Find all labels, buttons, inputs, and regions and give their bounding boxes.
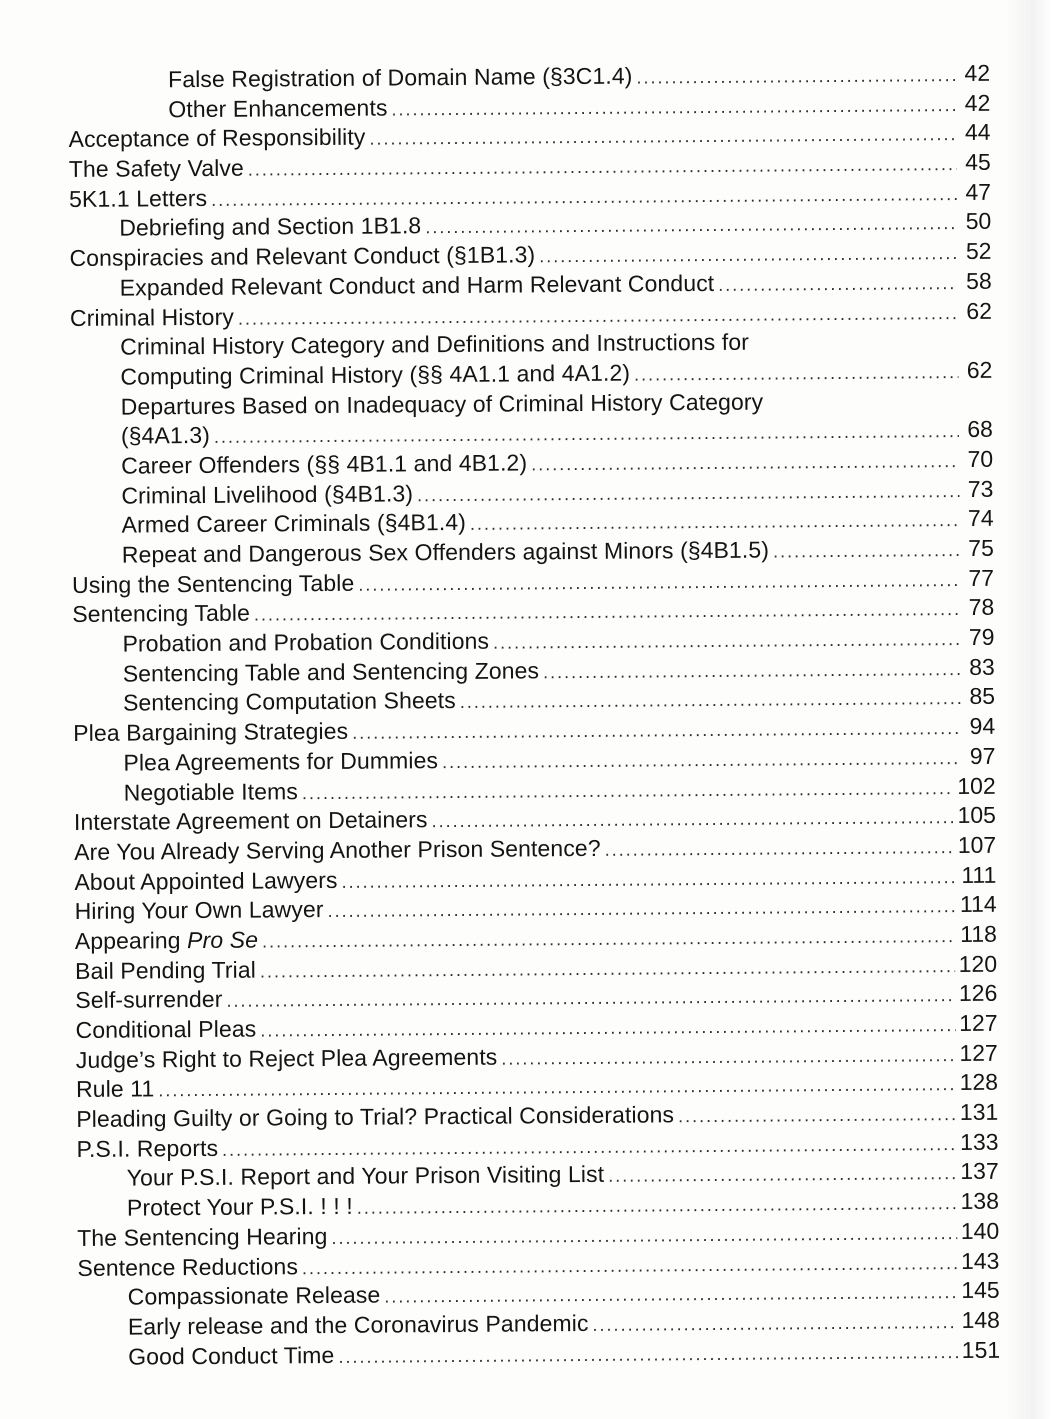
toc-entry-title — [73, 717, 348, 749]
toc-entry-page-number: 70 — [967, 445, 994, 472]
toc-entry-title — [121, 387, 764, 422]
toc-entry-title-text: Sentencing Table — [72, 599, 251, 628]
toc-entry-title-text: Computing Criminal History (§§ 4A1.1 and 4A1.2) — [120, 359, 631, 390]
toc-entry-page-number: 148 — [961, 1306, 1000, 1333]
dot-leader — [442, 744, 962, 778]
toc-entry-title-text: Criminal History Category and Definitions and Instructions for — [120, 328, 750, 360]
toc-entry-title — [120, 328, 749, 363]
toc-entry-title — [74, 805, 428, 837]
toc-entry-title-text: Your P.S.I. Report and Your Prison Visiting List — [126, 1161, 605, 1192]
toc-entry-title — [75, 1015, 256, 1046]
toc-entry-title — [76, 1100, 674, 1134]
toc-entry — [72, 534, 994, 571]
dot-leader — [608, 1159, 956, 1191]
toc-entry-title-text: Using the Sentencing Table — [71, 569, 355, 598]
toc-entry-title-text: Compassionate Release — [127, 1281, 381, 1310]
toc-entry-page-number: 47 — [965, 178, 992, 205]
toc-entry-title-text: Sentencing Computation Sheets — [122, 687, 456, 717]
dot-leader — [753, 348, 958, 350]
toc-entry — [75, 890, 997, 927]
toc-entry — [69, 207, 991, 244]
toc-entry-title-text: Criminal History — [69, 303, 234, 331]
dot-leader — [718, 269, 958, 301]
toc-entry-page-number: 111 — [961, 861, 997, 888]
toc-entry-page-number: 85 — [969, 683, 996, 710]
toc-entry-page-number: 42 — [964, 89, 991, 116]
toc-entry-page-number: 138 — [960, 1187, 1000, 1215]
toc-entry-title-text: Bail Pending Trial — [75, 956, 256, 984]
dot-leader — [678, 1100, 956, 1132]
toc-entry-title — [74, 865, 337, 897]
toc-entry-page-number: 128 — [959, 1069, 999, 1096]
toc-entry-title — [128, 1341, 334, 1372]
toc-entry-title — [120, 269, 715, 303]
toc-entry-title-text: Negotiable Items — [123, 777, 299, 806]
toc-entry-title-text: The Sentencing Hearing — [77, 1222, 328, 1251]
toc-entry-title — [120, 358, 630, 392]
toc-entry-title — [121, 479, 413, 511]
dot-leader — [636, 61, 956, 93]
toc-entry — [76, 1127, 998, 1164]
toc-entry — [75, 949, 997, 986]
dot-leader — [493, 625, 961, 658]
toc-entry — [78, 1306, 1000, 1343]
dot-leader — [384, 1278, 957, 1312]
toc-entry-title — [127, 1192, 353, 1223]
toc-entry-title — [75, 925, 258, 956]
toc-entry — [70, 296, 992, 333]
toc-entry-title-text: False Registration of Domain Name (§3C1.4) — [168, 62, 633, 93]
toc-entry-page-number: 118 — [960, 920, 997, 947]
toc-entry-title-italic: Pro Se — [187, 926, 259, 954]
toc-entry-title-text: Armed Career Criminals (§4B1.4) — [121, 509, 467, 538]
toc-entry-page-number: 127 — [959, 1039, 998, 1066]
toc-entry — [73, 682, 995, 719]
dot-leader — [369, 120, 956, 154]
toc-entry-title — [76, 1075, 155, 1105]
toc-entry-title — [76, 1134, 218, 1165]
toc-entry — [77, 1246, 999, 1283]
toc-entry-title-text: Rule 11 — [75, 1075, 155, 1103]
toc-entry-title — [121, 448, 527, 481]
dot-leader — [470, 506, 960, 540]
dot-leader — [634, 358, 959, 390]
toc-entry-title — [69, 154, 244, 185]
toc-entry — [74, 801, 996, 838]
toc-entry-page-number: 102 — [957, 772, 996, 799]
toc-entry-title — [70, 302, 234, 333]
toc-entry-title-text: Conditional Pleas — [75, 1015, 257, 1043]
toc-entry-title — [72, 568, 354, 600]
toc-entry-title — [77, 1222, 327, 1254]
toc-entry-page-number: 78 — [968, 594, 995, 621]
toc-entry-title — [168, 93, 387, 124]
toc-entry-page-number: 50 — [965, 208, 992, 235]
toc-entry — [74, 771, 996, 808]
toc-entry — [78, 1276, 1000, 1313]
toc-entry — [70, 356, 992, 393]
toc-entry-title — [69, 184, 207, 215]
toc-entry-page-number: 133 — [959, 1128, 999, 1155]
toc-entry-title-text: Other Enhancements — [168, 94, 388, 122]
toc-entry-page-number: 62 — [966, 297, 993, 324]
toc-entry-page-number: 77 — [968, 564, 995, 591]
toc-entry-title-text: Plea Bargaining Strategies — [73, 717, 349, 747]
toc-entry-title-text: Hiring Your Own Lawyer — [74, 896, 324, 925]
toc-entry-title-text: Criminal Livelihood (§4B1.3) — [121, 479, 414, 509]
toc-entry-title — [128, 1281, 381, 1313]
toc-entry-title-text: P.S.I. Reports — [76, 1134, 219, 1162]
toc-entry-page-number: 145 — [961, 1276, 1000, 1304]
toc-entry — [72, 623, 994, 660]
toc-entry-page-number: 131 — [959, 1098, 999, 1126]
toc-entry — [69, 237, 991, 274]
toc-entry-page-number: 137 — [960, 1158, 999, 1185]
toc-entry — [71, 445, 993, 482]
toc-entry-title-text: About Appointed Lawyers — [74, 866, 338, 895]
toc-entry — [76, 1038, 998, 1075]
toc-entry-page-number: 107 — [957, 831, 997, 858]
toc-entry — [72, 593, 994, 630]
toc-entry-title-text: Judge’s Right to Reject Plea Agreements — [75, 1043, 498, 1073]
dot-leader — [605, 833, 954, 865]
toc-entry — [75, 979, 997, 1016]
toc-entry — [78, 1335, 1000, 1372]
toc-entry — [77, 1187, 999, 1224]
toc-entry — [72, 563, 994, 600]
toc-entry-title-text: Self-surrender — [75, 986, 223, 1014]
table-of-contents — [68, 59, 1000, 1372]
dot-leader — [417, 477, 959, 511]
toc-entry-title — [127, 1160, 605, 1193]
toc-entry — [77, 1217, 999, 1254]
toc-entry-title-text: Good Conduct Time — [128, 1341, 335, 1370]
toc-entry-title-text: Acceptance of Responsibility — [68, 124, 366, 153]
toc-entry-title-text: The Safety Valve — [68, 154, 244, 183]
toc-entry — [68, 118, 990, 155]
toc-entry-title — [75, 895, 324, 927]
toc-entry-title — [124, 777, 298, 808]
toc-entry-page-number: 58 — [966, 267, 992, 294]
toc-entry-title — [121, 508, 466, 540]
toc-entry-page-number: 120 — [958, 950, 998, 977]
dot-leader — [539, 239, 957, 272]
toc-entry-title — [72, 599, 250, 630]
dot-leader — [331, 1219, 957, 1254]
toc-entry-title-text: Interstate Agreement on Detainers — [73, 806, 428, 836]
toc-entry-title — [121, 421, 210, 451]
toc-entry-title — [168, 62, 633, 95]
toc-entry-page-number: 75 — [968, 534, 994, 561]
toc-entry — [68, 88, 990, 125]
toc-entry-page-number: 94 — [969, 712, 996, 740]
toc-entry-title-text: Pleading Guilty or Going to Trial? Practical Considerations — [76, 1101, 675, 1133]
toc-entry-page-number: 73 — [967, 475, 994, 502]
toc-entry-title-text: Early release and the Coronavirus Pandemic — [127, 1309, 589, 1340]
toc-entry-page-number: 151 — [961, 1336, 1001, 1363]
toc-entry-title — [69, 240, 535, 273]
toc-entry-title — [76, 1042, 498, 1075]
dot-leader — [460, 684, 961, 718]
toc-entry — [73, 742, 995, 779]
toc-entry — [68, 59, 990, 96]
toc-entry-title — [75, 985, 222, 1016]
toc-entry-title-text: Departures Based on Inadequacy of Criminal History Category — [120, 388, 764, 420]
toc-entry — [76, 1098, 998, 1135]
dot-leader — [431, 803, 953, 837]
dot-leader — [338, 1338, 958, 1373]
toc-entry — [75, 920, 997, 957]
dot-leader — [531, 447, 959, 480]
toc-entry-page-number: 44 — [964, 119, 991, 146]
dot-leader — [358, 566, 960, 600]
toc-entry-title-text: Appearing — [74, 927, 188, 954]
toc-entry-title — [122, 536, 769, 571]
toc-entry-title-text: Probation and Probation Conditions — [122, 627, 490, 657]
toc-entry-title — [128, 1309, 589, 1342]
dot-leader — [357, 1189, 957, 1223]
toc-entry-page-number: 126 — [958, 980, 998, 1007]
toc-entry — [71, 415, 993, 452]
toc-entry-title — [68, 123, 365, 155]
toc-entry-page-number: 52 — [965, 237, 992, 265]
toc-entry — [77, 1157, 999, 1194]
toc-entry-page-number: 62 — [966, 356, 993, 383]
dot-leader — [773, 536, 960, 567]
toc-entry-page-number: 105 — [957, 801, 997, 829]
toc-entry-title-text: Protect Your P.S.I. ! ! ! — [126, 1192, 353, 1221]
toc-entry-page-number: 97 — [969, 742, 996, 769]
dot-leader — [352, 714, 961, 748]
page-edge-shadow — [1006, 0, 1051, 1419]
toc-entry-title-text: Are You Already Serving Another Prison Sentence? — [74, 834, 601, 865]
toc-entry-title-text: Plea Agreements for Dummies — [123, 746, 439, 776]
dot-leader — [543, 655, 961, 688]
toc-entry-page-number: 42 — [964, 59, 991, 86]
toc-entry-title-text: Sentencing Table and Sentencing Zones — [122, 657, 540, 687]
toc-entry-title-text: Sentence Reductions — [77, 1252, 299, 1281]
toc-entry-page-number: 74 — [967, 505, 994, 532]
toc-entry-title — [122, 627, 489, 660]
toc-entry-page-number: 45 — [965, 148, 991, 176]
toc-entry — [73, 652, 995, 689]
toc-entry — [71, 504, 993, 541]
dot-leader — [391, 91, 956, 125]
toc-entry-title-text: 5K1.1 Letters — [68, 184, 208, 212]
dot-leader — [341, 863, 957, 898]
toc-entry-page-number: 83 — [969, 653, 995, 680]
toc-entry — [74, 831, 996, 868]
toc-entry-title-text: Career Offenders (§§ 4B1.1 and 4B1.2) — [121, 449, 528, 479]
toc-entry-page-number: 79 — [968, 623, 995, 651]
toc-entry-title — [123, 686, 456, 718]
toc-entry-title — [123, 656, 540, 689]
toc-entry-title — [123, 746, 438, 778]
toc-entry-page-number: 68 — [967, 415, 993, 443]
toc-entry-page-number: 114 — [959, 890, 997, 918]
toc-entry-title — [75, 955, 256, 986]
toc-entry-title — [77, 1252, 298, 1283]
toc-entry — [74, 860, 996, 897]
toc-entry-page-number: 143 — [960, 1247, 1000, 1274]
toc-entry-title-text: Conspiracies and Relevant Conduct (§1B1.3) — [69, 241, 536, 272]
toc-entry — [69, 148, 991, 185]
toc-entry-title-text: Repeat and Dangerous Sex Offenders against Minors (§4B1.5) — [121, 536, 770, 568]
dot-leader — [592, 1308, 957, 1341]
toc-entry-title-text: Expanded Relevant Conduct and Harm Relevant Conduct — [119, 269, 715, 301]
toc-entry-title-text: Debriefing and Section 1B1.8 — [119, 212, 422, 242]
toc-entry — [75, 1009, 997, 1046]
toc-entry — [73, 712, 995, 749]
toc-entry — [70, 267, 992, 304]
dot-leader — [425, 209, 957, 243]
toc-entry-title — [119, 212, 421, 244]
dot-leader — [767, 408, 958, 410]
toc-entry-page-number: 127 — [959, 1009, 998, 1037]
dot-leader — [501, 1041, 955, 1074]
toc-entry-page-number: 140 — [960, 1217, 1000, 1244]
toc-entry-title — [74, 834, 601, 868]
toc-entry-title-text: (§4A1.3) — [120, 422, 211, 449]
toc-entry — [71, 474, 993, 511]
